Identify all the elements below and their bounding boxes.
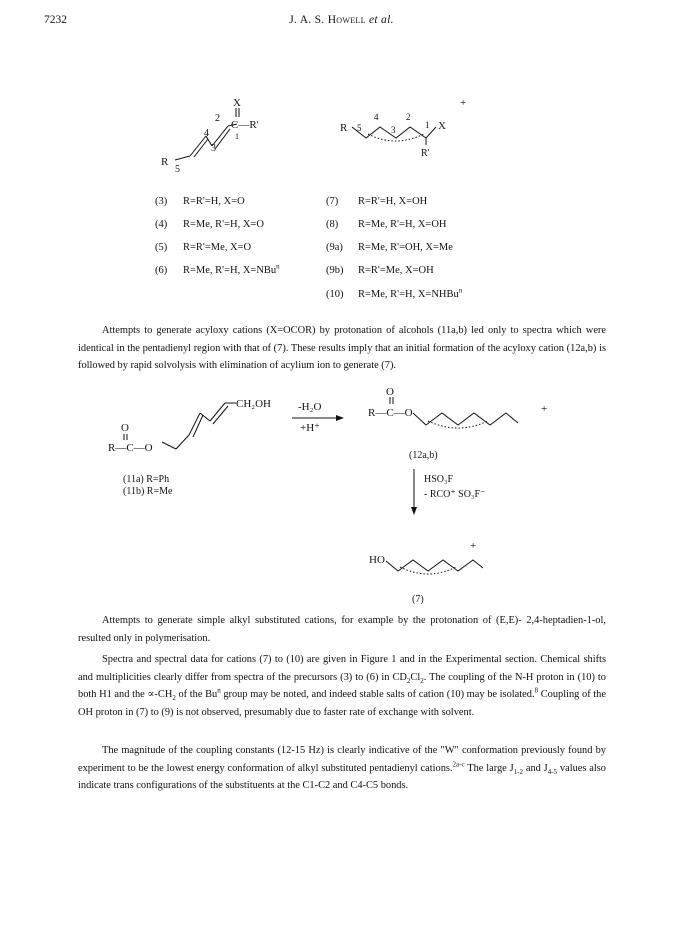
compound-text: R=R'=H, X=O bbox=[183, 196, 245, 207]
compound-text: R=Me, R'=OH, X=Me bbox=[358, 242, 453, 253]
cation-num2: 2 bbox=[406, 112, 411, 122]
cation-num5: 5 bbox=[357, 123, 362, 133]
dienal-R: R bbox=[161, 156, 169, 168]
reagent-elimination: - RCO⁺ SO₃F⁻ bbox=[424, 489, 486, 500]
structure-product-7 bbox=[386, 560, 483, 574]
page-number: 7232 bbox=[44, 14, 67, 26]
compound-right-7 bbox=[326, 196, 427, 207]
paragraph-alkyl bbox=[78, 612, 606, 647]
product-charge: + bbox=[470, 540, 477, 552]
text: and J bbox=[523, 762, 548, 774]
product-HO: HO bbox=[369, 554, 385, 566]
cation-R: R bbox=[340, 122, 348, 134]
compound-text: R=Me, R'=H, X=OH bbox=[358, 219, 447, 230]
reaction-arrowhead bbox=[336, 415, 344, 421]
paragraph-acyloxy-text: Attempts to generate acyloxy cations (X=OCOR) by protonation of alcohols (11a,b) led only to spectra which were identical in the pentadienyl region with that of (7). These results imply that an initial formation of the acyloxy cation (12a,b) is followed by rapid solvolysis with elimination of acylium ion to generate (7). bbox=[78, 325, 606, 372]
cation-charge: + bbox=[460, 97, 467, 109]
superscript-n: n bbox=[276, 262, 280, 271]
compound-text: R=R'=Me, X=O bbox=[183, 242, 252, 253]
paragraph-spectra bbox=[78, 651, 606, 721]
cation-O: O bbox=[386, 386, 394, 398]
reagent-hso3f: HSO₃F bbox=[424, 474, 454, 485]
cation-X: X bbox=[438, 120, 446, 132]
text: group may be noted, and indeed stable salts of cation (10) may be isolated. bbox=[220, 689, 535, 701]
compound-number: (10) bbox=[326, 289, 344, 300]
compound-left-4 bbox=[155, 219, 264, 230]
dienal-num5: 5 bbox=[175, 164, 180, 175]
paragraph-coupling bbox=[78, 742, 606, 795]
dienal-num1: 1 bbox=[235, 132, 239, 141]
text: Spectra and spectral data for cations (7) to (10) are given in Figure 1 and in the Experimental section. Chemical shifts and multiplicities clearly differ from spectra of the precursors (3) to (6) in CD bbox=[78, 654, 606, 683]
compound-text: R=Me, R'=H, X=O bbox=[183, 219, 264, 230]
text: values also indicate trans configurations of the substituents at the C1-C2 and C4-C5 bonds. bbox=[78, 762, 606, 792]
paragraph-acyloxy bbox=[78, 322, 606, 375]
compound-text: R=Me, R'=H, X=NHBu bbox=[358, 289, 459, 300]
dienal-X-label: X bbox=[233, 97, 241, 109]
scheme-1-structures bbox=[0, 0, 683, 200]
reference-8: 8 bbox=[534, 686, 539, 695]
compound-number: (6) bbox=[155, 265, 168, 276]
dienal-num2: 2 bbox=[215, 113, 220, 124]
text: Coupling of the OH proton in (7) to (9) is not observed, presumably due to faster rate of exchange with solvent. bbox=[78, 689, 606, 718]
cation-R-C-O: R—C—O bbox=[368, 407, 413, 419]
compound-number: (3) bbox=[155, 196, 168, 207]
compound-number: (7) bbox=[326, 196, 339, 207]
text: Cl bbox=[410, 671, 421, 683]
compound-right-8 bbox=[326, 219, 447, 230]
ester-R-C-O: R—C—O bbox=[108, 442, 153, 454]
text: of the Bu bbox=[175, 689, 218, 701]
compound-text: R=R'=H, X=OH bbox=[358, 196, 428, 207]
subscript: 4-5 bbox=[547, 767, 558, 776]
ester-O: O bbox=[121, 422, 129, 434]
compound-number: (9a) bbox=[326, 242, 343, 253]
cation-num3: 3 bbox=[391, 125, 396, 135]
label-11b: (11b) R=Me bbox=[123, 486, 173, 497]
compound-left-5 bbox=[155, 242, 251, 253]
text: . The coupling of the N-H proton in (10) to both H1 and the ∝-CH bbox=[78, 671, 606, 701]
text: The magnitude of the coupling constants (12-15 Hz) is clearly indicative of the "W" conformation previously found by experiment to be the lowest energy conformation of alkyl substituted pentadienyl cations. bbox=[78, 745, 606, 774]
ch2oh-label: CH₂OH bbox=[236, 398, 272, 410]
compound-left-6 bbox=[155, 262, 280, 276]
plus-proton-label: +H⁺ bbox=[300, 422, 320, 434]
subscript: 2 bbox=[406, 676, 411, 685]
subscript: 2 bbox=[420, 676, 424, 685]
compound-number: (5) bbox=[155, 242, 168, 253]
paragraph-alkyl-text: Attempts to generate simple alkyl substituted cations, for example by the protonation of (E,E)- 2,4-heptadien-1-ol, resulted only in polymerisation. bbox=[78, 615, 606, 644]
label-7: (7) bbox=[412, 594, 424, 605]
minus-water-label: -H₂O bbox=[298, 401, 322, 413]
superscript-n: n bbox=[458, 286, 463, 295]
subscript: 1-2 bbox=[513, 767, 524, 776]
dienal-num3: 3 bbox=[211, 143, 216, 154]
compound-right-9b bbox=[326, 265, 434, 276]
superscript: n bbox=[217, 686, 221, 695]
cation-num1: 1 bbox=[425, 120, 430, 130]
dienal-C-R-prime: C—R' bbox=[231, 119, 259, 131]
text: The large J bbox=[464, 762, 514, 774]
scheme-2-reaction bbox=[0, 385, 683, 610]
cation-12-charge: + bbox=[541, 403, 548, 415]
compound-text: R=R'=Me, X=OH bbox=[358, 265, 434, 276]
compound-left-3 bbox=[155, 196, 245, 207]
label-11a: (11a) R=Ph bbox=[123, 474, 170, 485]
reference-2a-c: 2a-c bbox=[452, 760, 465, 769]
compound-right-10 bbox=[326, 286, 463, 300]
compound-number: (8) bbox=[326, 219, 339, 230]
dienal-num4: 4 bbox=[204, 128, 209, 139]
compound-right-9a bbox=[326, 242, 453, 253]
vertical-arrowhead bbox=[411, 507, 417, 515]
label-12ab: (12a,b) bbox=[409, 450, 438, 461]
running-title-authors: J. A. S. Howell bbox=[289, 14, 366, 26]
compound-text: R=Me, R'=H, X=NBu bbox=[183, 265, 277, 276]
cation-num4: 4 bbox=[374, 112, 379, 122]
compound-number: (4) bbox=[155, 219, 168, 230]
running-title-suffix: et al. bbox=[368, 14, 394, 26]
cation-R-prime: R' bbox=[421, 148, 430, 159]
compound-number: (9b) bbox=[326, 265, 344, 276]
subscript: 2 bbox=[172, 694, 176, 703]
